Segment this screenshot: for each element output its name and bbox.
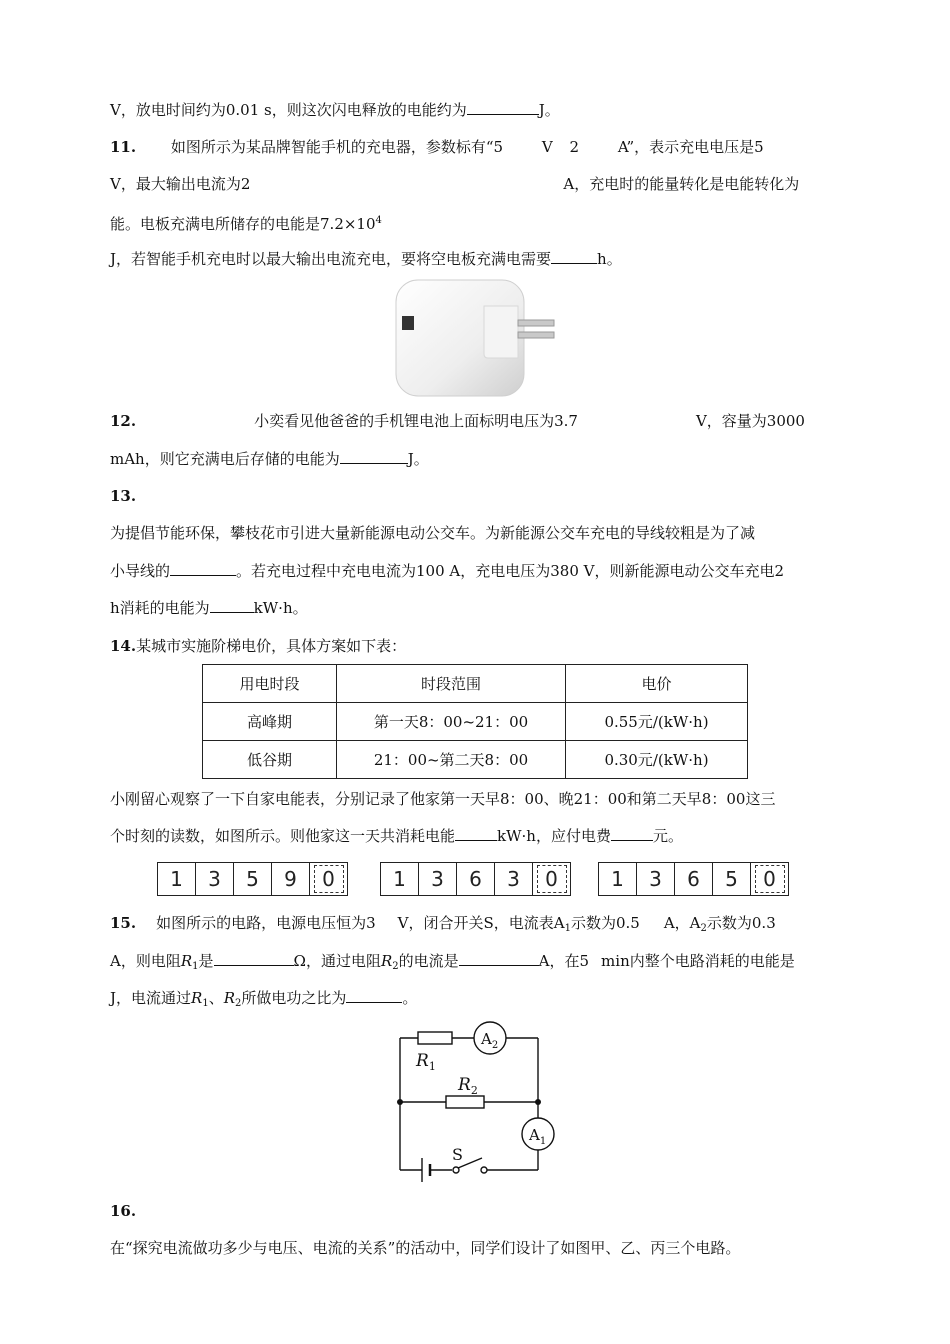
answer-blank[interactable] <box>214 951 294 966</box>
label-switch: S <box>452 1145 463 1164</box>
meter-reading-2 <box>380 862 571 896</box>
meter-reading-3 <box>598 862 789 896</box>
q13-line-3: h消耗的电能为 kW·h。 <box>110 599 308 617</box>
q12-line-1: 12. 小奕看见他爸爸的手机锂电池上面标明电压为3.7 V，容量为3000 <box>110 412 805 430</box>
charger-image <box>392 276 562 400</box>
q11-line-3: 能。电板充满电所储存的电能是$7.2\times 10^4$ <box>110 215 382 233</box>
answer-blank[interactable] <box>551 249 597 264</box>
junction-dot <box>535 1099 541 1105</box>
q15-line-3: J，电流通过$R_1$、$R_2$所做电功之比为 。 <box>110 989 418 1009</box>
meter-digit: 3 <box>196 863 234 895</box>
q15-line-2: A，则电阻$R_1$是 Ω，通过电阻$R_2$的电流是 A，在5 min内整个电路消耗的电能是 <box>110 952 795 972</box>
meter-reading-1 <box>157 862 348 896</box>
answer-blank[interactable] <box>467 100 539 115</box>
table-header: 时段范围 <box>337 665 566 703</box>
tariff-table <box>202 664 748 779</box>
meter-decimal-digit: 0 <box>310 863 347 895</box>
meter-digit: 1 <box>381 863 419 895</box>
meter-digit: 1 <box>599 863 637 895</box>
resistor-r2-symbol <box>446 1096 484 1108</box>
q13-number: 13. <box>110 487 137 505</box>
answer-blank[interactable] <box>459 951 539 966</box>
meter-digit: 6 <box>675 863 713 895</box>
label-a2: $A_2$ <box>481 1030 499 1051</box>
table-row <box>203 741 748 779</box>
table-cell: 0.30元/(kW·h) <box>566 741 748 779</box>
q10-tail-line: V，放电时间约为0.01 s，则这次闪电释放的电能约为 J。 <box>110 101 560 119</box>
q15-line-1: 15. 如图所示的电路，电源电压恒为3 V，闭合开关S，电流表$A_1$示数为0.5 A，$A_2$示数为0.3 <box>110 914 776 934</box>
q11-line-1: 11. 如图所示为某品牌智能手机的充电器，参数标有“5 V 2 A”，表示充电电压是5 <box>110 138 764 156</box>
table-cell: 0.55元/(kW·h) <box>566 703 748 741</box>
table-header: 电价 <box>566 665 748 703</box>
meter-digit: 5 <box>234 863 272 895</box>
q13-line-1: 为提倡节能环保，攀枝花市引进大量新能源电动公交车。为新能源公交车充电的导线较粗是为了减 <box>110 524 756 542</box>
meter-digit: 3 <box>419 863 457 895</box>
answer-blank[interactable] <box>455 826 497 841</box>
meter-digit: 3 <box>495 863 533 895</box>
table-cell: 第一天8：00~21：00 <box>337 703 566 741</box>
meter-digit: 9 <box>272 863 310 895</box>
meter-digit: 6 <box>457 863 495 895</box>
q12-line-2: mAh，则它充满电后存储的电能为 J。 <box>110 450 429 468</box>
q11-line-4: J，若智能手机充电时以最大输出电流充电，要将空电板充满电需要 h。 <box>110 250 622 268</box>
usb-port <box>402 316 414 330</box>
table-cell: 21：00~第二天8：00 <box>337 741 566 779</box>
label-a1: $A_1$ <box>529 1126 547 1147</box>
circuit-diagram <box>390 1020 560 1190</box>
meter-decimal-digit: 0 <box>751 863 788 895</box>
q16-number: 16. <box>110 1202 137 1220</box>
answer-blank[interactable] <box>170 561 236 576</box>
junction-dot <box>397 1099 403 1105</box>
q14-line-1: 小刚留心观察了一下自家电能表，分别记录了他家第一天早8：00、晚21：00和第二天早8：00这三 <box>110 790 776 808</box>
table-header-row <box>203 665 748 703</box>
q14-line-2: 个时刻的读数，如图所示。则他家这一天共消耗电能 kW·h，应付电费 元。 <box>110 827 683 845</box>
q11-line-2: V，最大输出电流为2 A，充电时的能量转化是电能转化为 <box>110 175 800 193</box>
answer-blank[interactable] <box>210 598 254 613</box>
answer-blank[interactable] <box>346 988 402 1003</box>
table-cell: 高峰期 <box>203 703 337 741</box>
table-cell: 低谷期 <box>203 741 337 779</box>
meter-digit: 3 <box>637 863 675 895</box>
answer-blank[interactable] <box>340 449 408 464</box>
answer-blank[interactable] <box>611 826 653 841</box>
meter-digit: 1 <box>158 863 196 895</box>
label-r2: $R_2$ <box>458 1075 478 1097</box>
q14-intro: 14.某城市实施阶梯电价，具体方案如下表： <box>110 637 407 655</box>
q13-line-2: 小导线的 。若充电过程中充电电流为100 A，充电电压为380 V，则新能源电动公交车充电2 <box>110 562 785 580</box>
meter-decimal-digit: 0 <box>533 863 570 895</box>
table-header: 用电时段 <box>203 665 337 703</box>
q16-line-1: 在“探究电流做功多少与电压、电流的关系”的活动中，同学们设计了如图甲、乙、丙三个电路。 <box>110 1239 741 1257</box>
label-r1: $R_1$ <box>416 1051 436 1073</box>
table-row <box>203 703 748 741</box>
resistor-r1-symbol <box>418 1032 452 1044</box>
meter-digit: 5 <box>713 863 751 895</box>
